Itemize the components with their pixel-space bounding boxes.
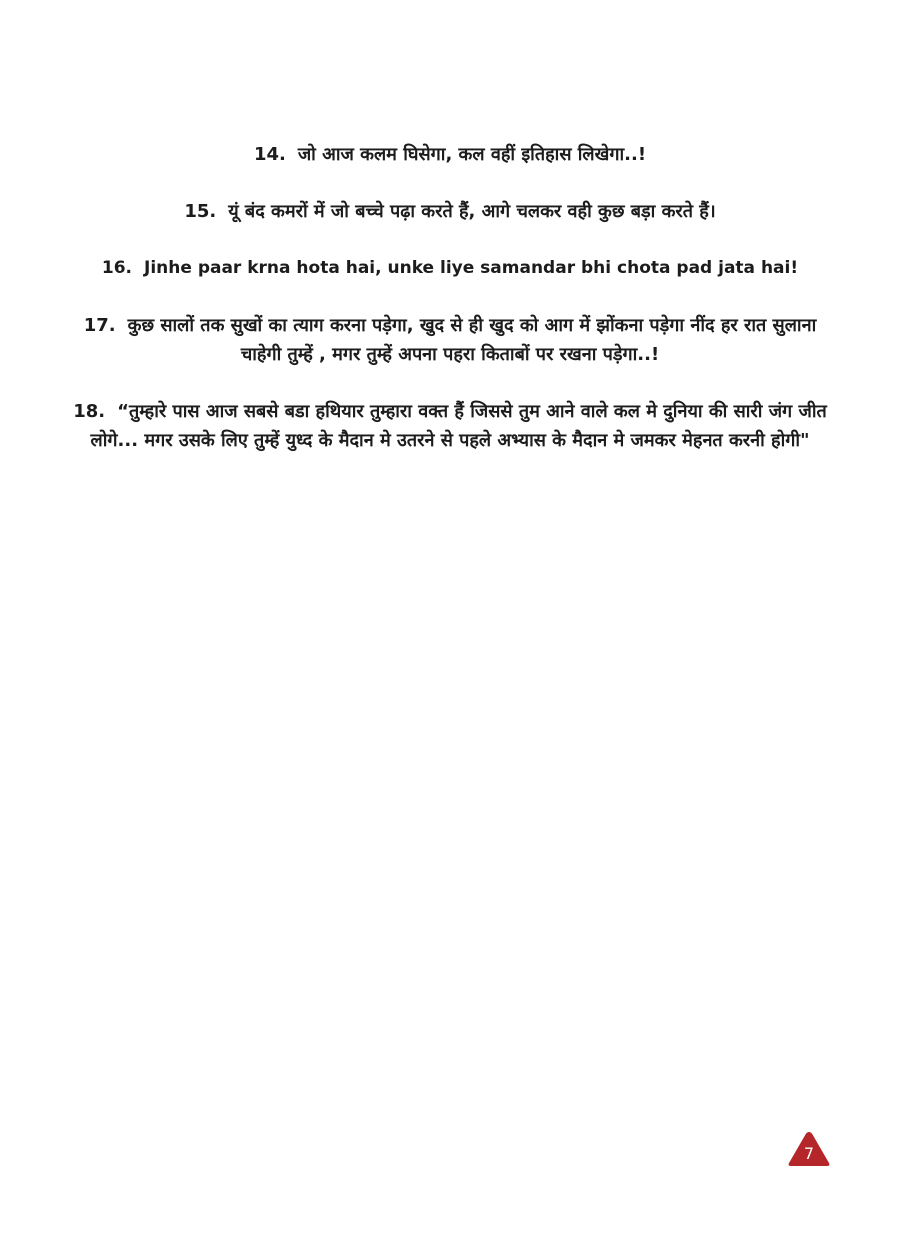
quote-text: “तुम्हारे पास आज सबसे बडा हथियार तुम्हारा वक्त हैं जिससे तुम आने वाले कल मे दुनिया की सारी जंग जीत लोगे... मगर उसके लिए तुम्हें युध्द के मैदान मे उतरने से पहले अभ्यास के मैदान मे जमकर मेहनत करनी होगी" — [90, 401, 827, 451]
quote-text: Jinhe paar krna hota hai, unke liye samandar bhi chota pad jata hai! — [144, 258, 799, 278]
page-number-badge — [787, 1130, 831, 1168]
quote-number: 16. — [101, 258, 133, 278]
quote-list — [70, 140, 830, 483]
quote-item-14 — [70, 140, 830, 169]
quote-number: 18. — [73, 401, 106, 422]
quote-text: यूं बंद कमरों में जो बच्चे पढ़ा करते हैं, आगे चलकर वही कुछ बड़ा करते हैं। — [228, 201, 716, 222]
quote-number: 14. — [253, 144, 286, 165]
quote-item-18 — [70, 397, 830, 455]
quote-item-17 — [70, 311, 830, 369]
page-number: 7 — [803, 1144, 815, 1163]
quote-item-16 — [70, 254, 830, 283]
quote-text: जो आज कलम घिसेगा, कल वहीं इतिहास लिखेगा..! — [297, 144, 647, 165]
quote-item-15 — [70, 197, 830, 226]
quote-number: 15. — [184, 201, 217, 222]
quote-text: कुछ सालों तक सुखों का त्याग करना पड़ेगा, खुद से ही खुद को आग में झोंकना पड़ेगा नींद हर रात सुलाना चाहेगी तुम्हें , मगर तुम्हें अपना पहरा किताबों पर रखना पड़ेगा..! — [127, 315, 817, 365]
quote-number: 17. — [83, 315, 116, 336]
